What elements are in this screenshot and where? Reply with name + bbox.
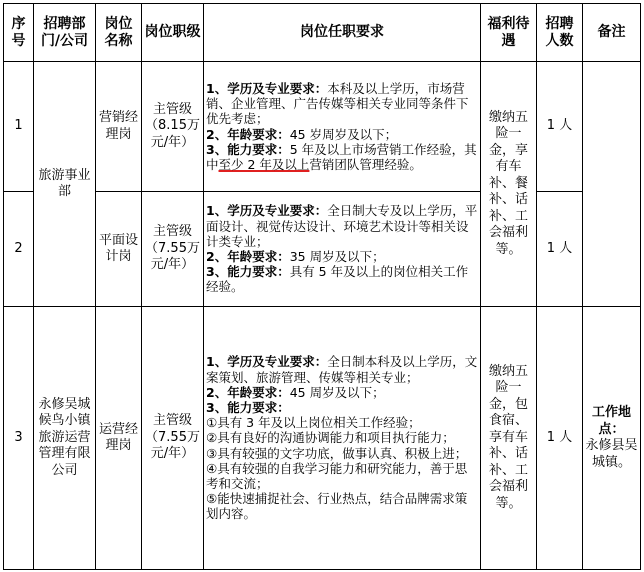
job-title: 平面设计岗	[96, 192, 142, 307]
job-level: 主管级（7.55万元/年）	[142, 307, 204, 570]
job-level: 主管级（8.15万元/年）	[142, 62, 204, 192]
header-welfare: 福利待遇	[481, 4, 537, 62]
header-dept: 招聘部门/公司	[34, 4, 96, 62]
requirements-cell	[204, 62, 481, 192]
welfare-cell: 缴纳五险一金，包食宿、享有车补、话补、工会福利等。	[481, 307, 537, 570]
age-text: 45 岁周岁及以下；	[289, 126, 398, 142]
ability-item: ①具有 3 年及以上岗位相关工作经验；	[206, 415, 421, 431]
age-label: 2、年龄要求：	[206, 384, 290, 400]
work-location: 永修县吴城镇。	[585, 438, 638, 470]
ability-item: ④具有较强的自我学习能力和研究能力，善于思考和交流；	[206, 460, 468, 491]
job-title: 运营经理岗	[96, 307, 142, 570]
row-seq: 1	[4, 62, 34, 192]
table-row	[4, 62, 641, 192]
ability-label: 3、能力要求：	[206, 141, 290, 157]
header-requirements: 岗位任职要求	[204, 4, 481, 62]
header-level: 岗位职级	[142, 4, 204, 62]
hire-count: 1 人	[537, 307, 583, 570]
ability-text: 5 年及以上市场营销工作经验，其中	[206, 141, 477, 172]
ability-item: ②具有良好的沟通协调能力和项目执行能力；	[206, 430, 455, 446]
edu-label: 1、学历及专业要求：	[206, 203, 328, 219]
hire-count: 1 人	[537, 192, 583, 307]
requirements-cell	[204, 192, 481, 307]
work-location-label: 工作地点：	[591, 405, 631, 437]
age-label: 2、年龄要求：	[206, 126, 290, 142]
note-cell	[583, 62, 641, 307]
recruitment-table	[3, 3, 641, 570]
header-row	[4, 4, 641, 62]
job-title: 营销经理岗	[96, 62, 142, 192]
edu-label: 1、学历及专业要求：	[206, 354, 328, 370]
table-row	[4, 307, 641, 570]
ability-underlined: 至少 2 年及以上	[218, 156, 310, 172]
ability-item: ③具有较强的文字功底，做事认真、积极上进；	[206, 445, 468, 461]
hire-count: 1 人	[537, 62, 583, 192]
edu-text: 全日制大专及以上学历，平面设计、视觉传达设计、环境艺术设计等相关设计类专业；	[206, 203, 478, 249]
ability-item: ⑤能快速捕捉社会、行业热点，结合品牌需求策划内容。	[206, 491, 468, 522]
age-label: 2、年龄要求：	[206, 249, 290, 264]
note-cell	[583, 307, 641, 570]
ability-label: 3、能力要求：	[206, 399, 290, 415]
row-seq: 3	[4, 307, 34, 570]
table-row	[4, 192, 641, 307]
job-level: 主管级（7.55万元/年）	[142, 192, 204, 307]
header-note: 备注	[583, 4, 641, 62]
welfare-cell: 缴纳五险一金，享有车补、餐补、话补、工会福利等。	[481, 62, 537, 307]
header-count: 招聘人数	[537, 4, 583, 62]
ability-text-end: 营销团队管理经验。	[309, 156, 422, 172]
requirements-cell	[204, 307, 481, 570]
dept-cell: 旅游事业部	[34, 62, 96, 307]
ability-text: 具有 5 年及以上的岗位相关工作经验。	[206, 264, 469, 295]
edu-text: 全日制本科及以上学历，文案策划、旅游管理、传媒等相关专业；	[206, 354, 478, 385]
edu-label: 1、学历及专业要求：	[206, 80, 328, 96]
age-text: 35 周岁及以下；	[289, 249, 385, 264]
dept-cell: 永修吴城候鸟小镇旅游运营管理有限公司	[34, 307, 96, 570]
row-seq: 2	[4, 192, 34, 307]
header-title: 岗位名称	[96, 4, 142, 62]
age-text: 45 周岁及以下；	[289, 384, 385, 400]
header-seq: 序号	[4, 4, 34, 62]
edu-text: 本科及以上学历，市场营销、企业管理、广告传媒等相关专业同等条件下优先考虑；	[206, 80, 469, 127]
ability-label: 3、能力要求：	[206, 264, 290, 280]
